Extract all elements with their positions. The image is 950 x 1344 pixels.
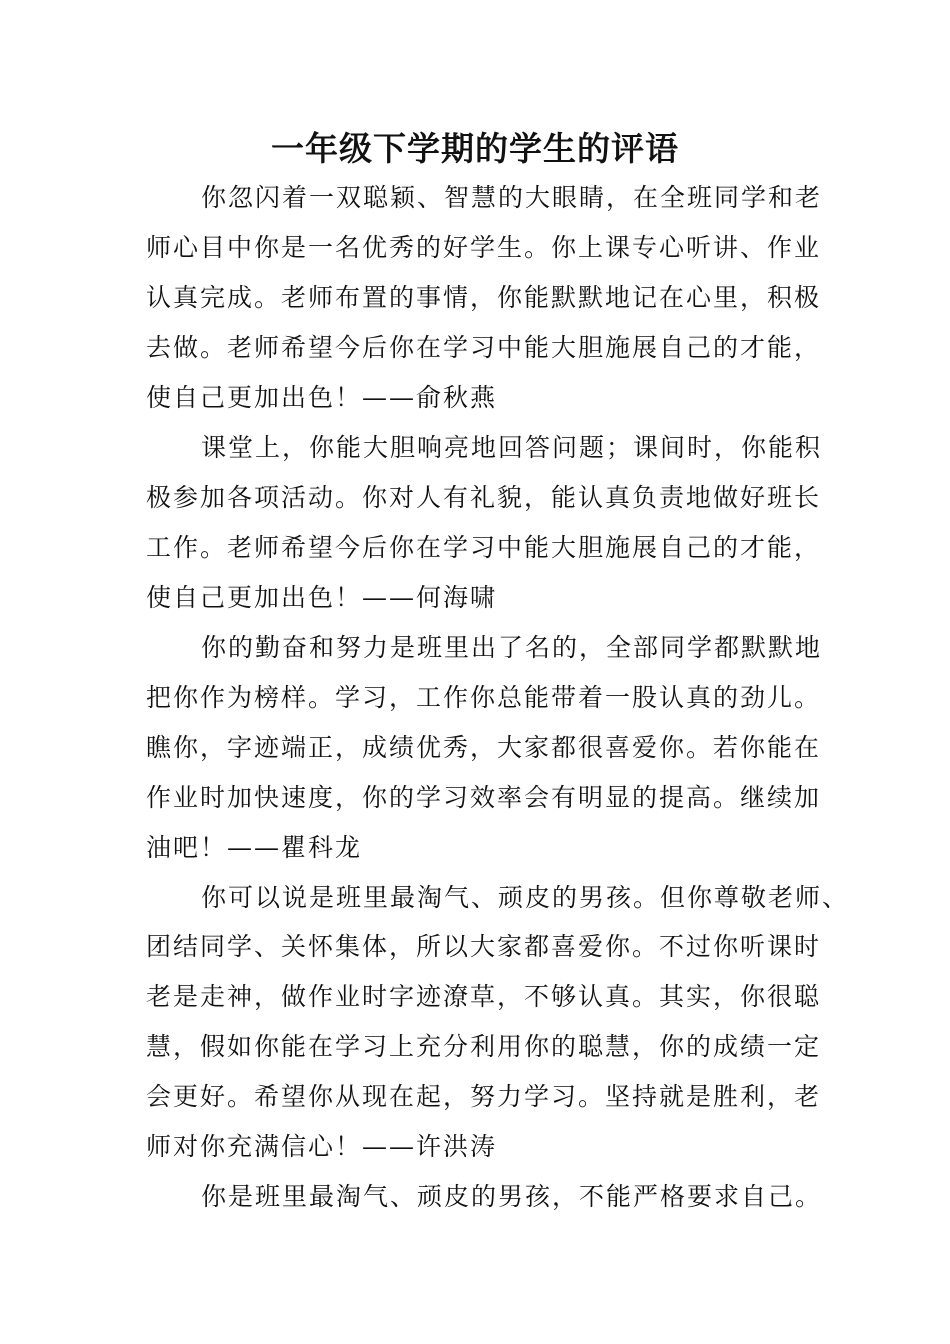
text-line: 你可以说是班里最淘气、顽皮的男孩。但你尊敬老师、: [201, 883, 850, 912]
text-line: 你的勤奋和努力是班里出了名的，全部同学都默默地: [201, 633, 823, 662]
text-line: 把你作为榜样。学习，工作你总能带着一股认真的劲儿。: [146, 683, 822, 712]
text-line: 极参加各项活动。你对人有礼貌，能认真负责地做好班长: [146, 483, 822, 512]
text-line: 师心目中你是一名优秀的好学生。你上课专心听讲、作业: [146, 233, 822, 262]
text-line: 慧，假如你能在学习上充分利用你的聪慧，你的成绩一定: [146, 1032, 822, 1061]
text-line: 你是班里最淘气、顽皮的男孩，不能严格要求自己。: [201, 1182, 823, 1211]
text-line: 会更好。希望你从现在起，努力学习。坚持就是胜利，老: [146, 1082, 822, 1111]
text-line: 师对你充满信心！——许洪涛: [146, 1132, 498, 1161]
text-line: 瞧你，字迹端正，成绩优秀，大家都很喜爱你。若你能在: [146, 733, 822, 762]
document-title: 一年级下学期的学生的评语: [271, 129, 679, 168]
text-line: 油吧！——瞿科龙: [146, 833, 363, 862]
text-line: 工作。老师希望今后你在学习中能大胆施展自己的才能，: [146, 533, 822, 562]
text-line: 你忽闪着一双聪颖、智慧的大眼睛，在全班同学和老: [201, 183, 823, 212]
text-line: 认真完成。老师布置的事情，你能默默地记在心里，积极: [146, 283, 822, 312]
text-line: 去做。老师希望今后你在学习中能大胆施展自己的才能，: [146, 333, 822, 362]
text-line: 作业时加快速度，你的学习效率会有明显的提高。继续加: [146, 783, 822, 812]
text-line: 使自己更加出色！——俞秋燕: [146, 383, 498, 412]
text-line: 团结同学、关怀集体，所以大家都喜爱你。不过你听课时: [146, 932, 822, 961]
text-line: 使自己更加出色！——何海啸: [146, 583, 498, 612]
text-line: 老是走神，做作业时字迹潦草，不够认真。其实，你很聪: [146, 982, 822, 1011]
text-line: 课堂上，你能大胆响亮地回答问题；课间时，你能积: [201, 433, 823, 462]
